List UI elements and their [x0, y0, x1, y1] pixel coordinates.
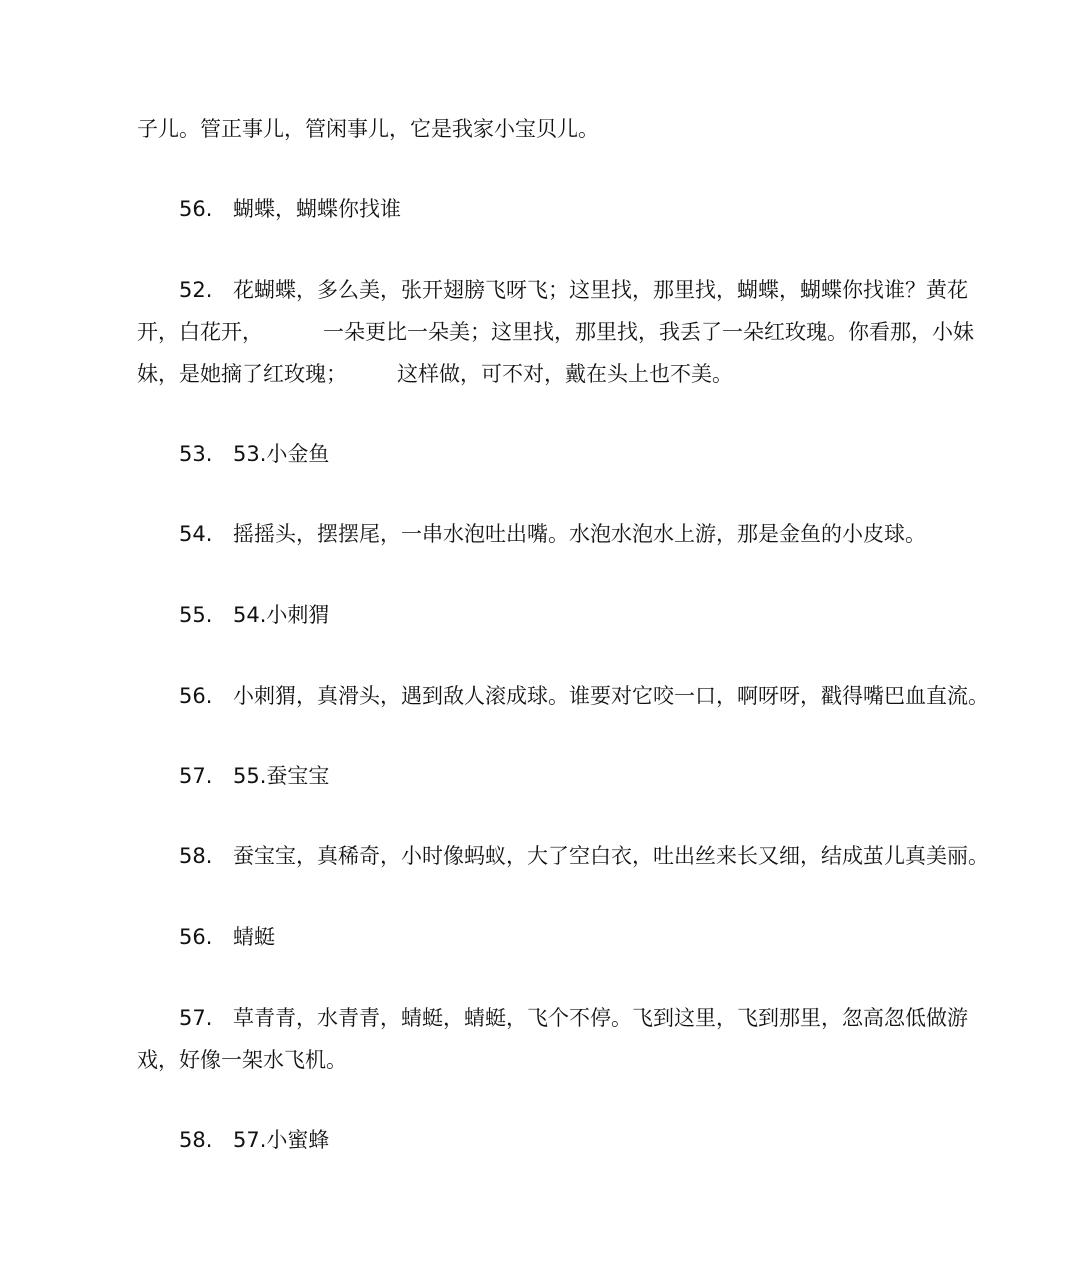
list-text: 55.蚕宝宝: [233, 764, 330, 788]
list-text: 开，白花开，: [137, 320, 263, 344]
list-text: 57.小蜜蜂: [233, 1128, 330, 1152]
list-item: [137, 835, 989, 877]
list-item-continuation: [137, 1039, 947, 1081]
list-text: 妹，是她摘了红玫瑰；: [137, 362, 347, 386]
paragraph-text: 子儿。管正事儿，管闲事儿，它是我家小宝贝儿。: [137, 117, 599, 141]
list-text: 一朵更比一朵美；这里找，那里找，我丢了一朵红玫瑰。你看那，小妹: [323, 320, 974, 344]
list-number: 52.: [179, 278, 213, 302]
list-text: 这样做，可不对，戴在头上也不美。: [397, 362, 733, 386]
list-text: 蜻蜓: [233, 925, 275, 949]
list-number: 58.: [179, 1128, 213, 1152]
list-text: 54.小刺猬: [233, 603, 330, 627]
list-number: 56.: [179, 925, 213, 949]
list-text: 蚕宝宝，真稀奇，小时像蚂蚁，大了空白衣，吐出丝来长又细，结成茧儿真美丽。: [233, 844, 989, 868]
list-item: [137, 675, 989, 717]
list-number: 53.: [179, 442, 213, 466]
list-item: [137, 269, 968, 311]
list-number: 55.: [179, 603, 213, 627]
list-number: 57.: [179, 764, 213, 788]
list-number: 54.: [179, 522, 213, 546]
list-text: 蝴蝶，蝴蝶你找谁: [233, 197, 401, 221]
list-item: [137, 755, 947, 797]
list-text: 53.小金鱼: [233, 442, 330, 466]
list-item: [137, 188, 947, 230]
list-item: [137, 513, 947, 555]
list-item: [137, 594, 947, 636]
list-text: 小刺猬，真滑头，遇到敌人滚成球。谁要对它咬一口，啊呀呀，戳得嘴巴血直流。: [233, 684, 989, 708]
list-item-continuation: [137, 311, 974, 353]
list-number: 56.: [179, 197, 213, 221]
paragraph-continuation: [137, 108, 947, 150]
list-text: 草青青，水青青，蜻蜓，蜻蜓，飞个不停。飞到这里，飞到那里，忽高忽低做游: [233, 1006, 968, 1030]
list-item: [137, 1119, 947, 1161]
list-number: 56.: [179, 684, 213, 708]
list-item: [137, 433, 947, 475]
list-number: 58.: [179, 844, 213, 868]
list-item: [137, 997, 968, 1039]
list-text: 花蝴蝶，多么美，张开翅膀飞呀飞；这里找，那里找，蝴蝶，蝴蝶你找谁？黄花: [233, 278, 968, 302]
list-item-continuation: [137, 353, 947, 395]
list-item: [137, 916, 947, 958]
list-text: 戏，好像一架水飞机。: [137, 1048, 347, 1072]
list-text: 摇摇头，摆摆尾，一串水泡吐出嘴。水泡水泡水上游，那是金鱼的小皮球。: [233, 522, 926, 546]
list-number: 57.: [179, 1006, 213, 1030]
